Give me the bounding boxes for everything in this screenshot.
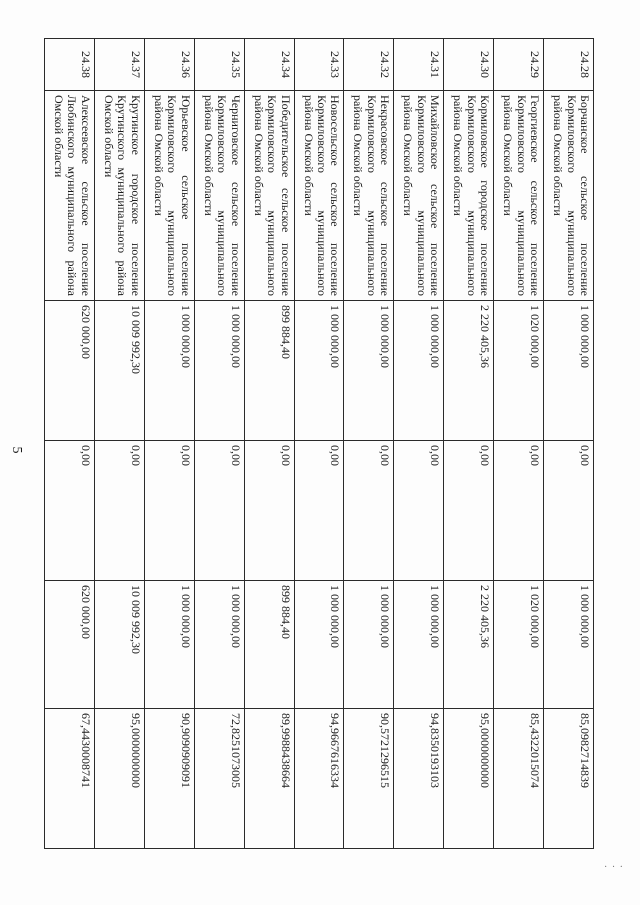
total-amount-cell: 1 000 000,00	[294, 581, 344, 709]
row-number-cell: 24.28	[544, 39, 594, 91]
settlement-name-cell: Некрасовское сельское поселение Кормиловского муниципального района Омской области	[344, 91, 394, 301]
row-number-cell: 24.36	[144, 39, 194, 91]
table-row	[394, 39, 444, 849]
zero-amount-cell: 0,00	[194, 441, 244, 581]
scan-mark: · · ·	[604, 862, 624, 873]
table-row	[444, 39, 494, 849]
amount-cell: 1 000 000,00	[194, 301, 244, 441]
row-number-cell: 24.33	[294, 39, 344, 91]
data-table	[44, 38, 594, 849]
settlement-name-cell: Победительское сельское поселение Кормиловского муниципального района Омской области	[244, 91, 294, 301]
percentage-cell: 95,0000000000	[444, 709, 494, 849]
settlement-name-cell: Новосельское сельское поселение Кормиловского муниципального района Омской области	[294, 91, 344, 301]
total-amount-cell: 1 020 000,00	[494, 581, 544, 709]
settlement-name-cell: Алексеевское сельское поселение Любинского муниципального района Омской области	[45, 91, 95, 301]
settlement-name-cell: Крутинское городское поселение Крутинского муниципального района Омской области	[94, 91, 144, 301]
zero-amount-cell: 0,00	[45, 441, 95, 581]
amount-cell: 1 000 000,00	[144, 301, 194, 441]
percentage-cell: 89,9988438664	[244, 709, 294, 849]
total-amount-cell: 620 000,00	[45, 581, 95, 709]
zero-amount-cell: 0,00	[444, 441, 494, 581]
amount-cell: 1 000 000,00	[294, 301, 344, 441]
percentage-cell: 72,8251073005	[194, 709, 244, 849]
total-amount-cell: 899 884,40	[244, 581, 294, 709]
settlement-name-cell: Михайловское сельское поселение Кормиловского муниципального района Омской области	[394, 91, 444, 301]
amount-cell: 1 000 000,00	[544, 301, 594, 441]
row-number-cell: 24.30	[444, 39, 494, 91]
settlement-name-cell: Георгиевское сельское поселение Кормиловского муниципального района Омской области	[494, 91, 544, 301]
total-amount-cell: 2 220 405,36	[444, 581, 494, 709]
zero-amount-cell: 0,00	[244, 441, 294, 581]
table-row	[294, 39, 344, 849]
table-row	[244, 39, 294, 849]
row-number-cell: 24.35	[194, 39, 244, 91]
percentage-cell: 85,0982714839	[544, 709, 594, 849]
total-amount-cell: 1 000 000,00	[394, 581, 444, 709]
percentage-cell: 94,8350193103	[394, 709, 444, 849]
total-amount-cell: 10 009 992,30	[94, 581, 144, 709]
row-number-cell: 24.31	[394, 39, 444, 91]
percentage-cell: 85,4322015074	[494, 709, 544, 849]
zero-amount-cell: 0,00	[544, 441, 594, 581]
table-row	[194, 39, 244, 849]
settlement-name-cell: Кормиловское городское поселение Кормиловского муниципального района Омской области	[444, 91, 494, 301]
zero-amount-cell: 0,00	[394, 441, 444, 581]
percentage-cell: 95,0000000000	[94, 709, 144, 849]
amount-cell: 2 220 405,36	[444, 301, 494, 441]
zero-amount-cell: 0,00	[494, 441, 544, 581]
amount-cell: 899 884,40	[244, 301, 294, 441]
table-row	[544, 39, 594, 849]
table-row	[94, 39, 144, 849]
percentage-cell: 90,9090909091	[144, 709, 194, 849]
zero-amount-cell: 0,00	[344, 441, 394, 581]
table-row	[344, 39, 394, 849]
total-amount-cell: 1 000 000,00	[544, 581, 594, 709]
row-number-cell: 24.38	[45, 39, 95, 91]
amount-cell: 1 020 000,00	[494, 301, 544, 441]
percentage-cell: 67,4430008741	[45, 709, 95, 849]
row-number-cell: 24.29	[494, 39, 544, 91]
row-number-cell: 24.32	[344, 39, 394, 91]
zero-amount-cell: 0,00	[94, 441, 144, 581]
table-row	[494, 39, 544, 849]
amount-cell: 10 009 992,30	[94, 301, 144, 441]
percentage-cell: 90,5721296515	[344, 709, 394, 849]
amount-cell: 620 000,00	[45, 301, 95, 441]
row-number-cell: 24.34	[244, 39, 294, 91]
row-number-cell: 24.37	[94, 39, 144, 91]
settlement-name-cell: Юрьевское сельское поселение Кормиловского муниципального района Омской области	[144, 91, 194, 301]
total-amount-cell: 1 000 000,00	[344, 581, 394, 709]
settlement-name-cell: Черниговское сельское поселение Кормиловского муниципального района Омской области	[194, 91, 244, 301]
settlement-name-cell: Борчанское сельское поселение Кормиловского муниципального района Омской области	[544, 91, 594, 301]
amount-cell: 1 000 000,00	[394, 301, 444, 441]
table-row	[144, 39, 194, 849]
zero-amount-cell: 0,00	[294, 441, 344, 581]
total-amount-cell: 1 000 000,00	[144, 581, 194, 709]
amount-cell: 1 000 000,00	[344, 301, 394, 441]
zero-amount-cell: 0,00	[144, 441, 194, 581]
percentage-cell: 94,9667616334	[294, 709, 344, 849]
table-container	[44, 38, 594, 848]
table-row	[45, 39, 95, 849]
page-number: 5	[9, 446, 24, 454]
total-amount-cell: 1 000 000,00	[194, 581, 244, 709]
